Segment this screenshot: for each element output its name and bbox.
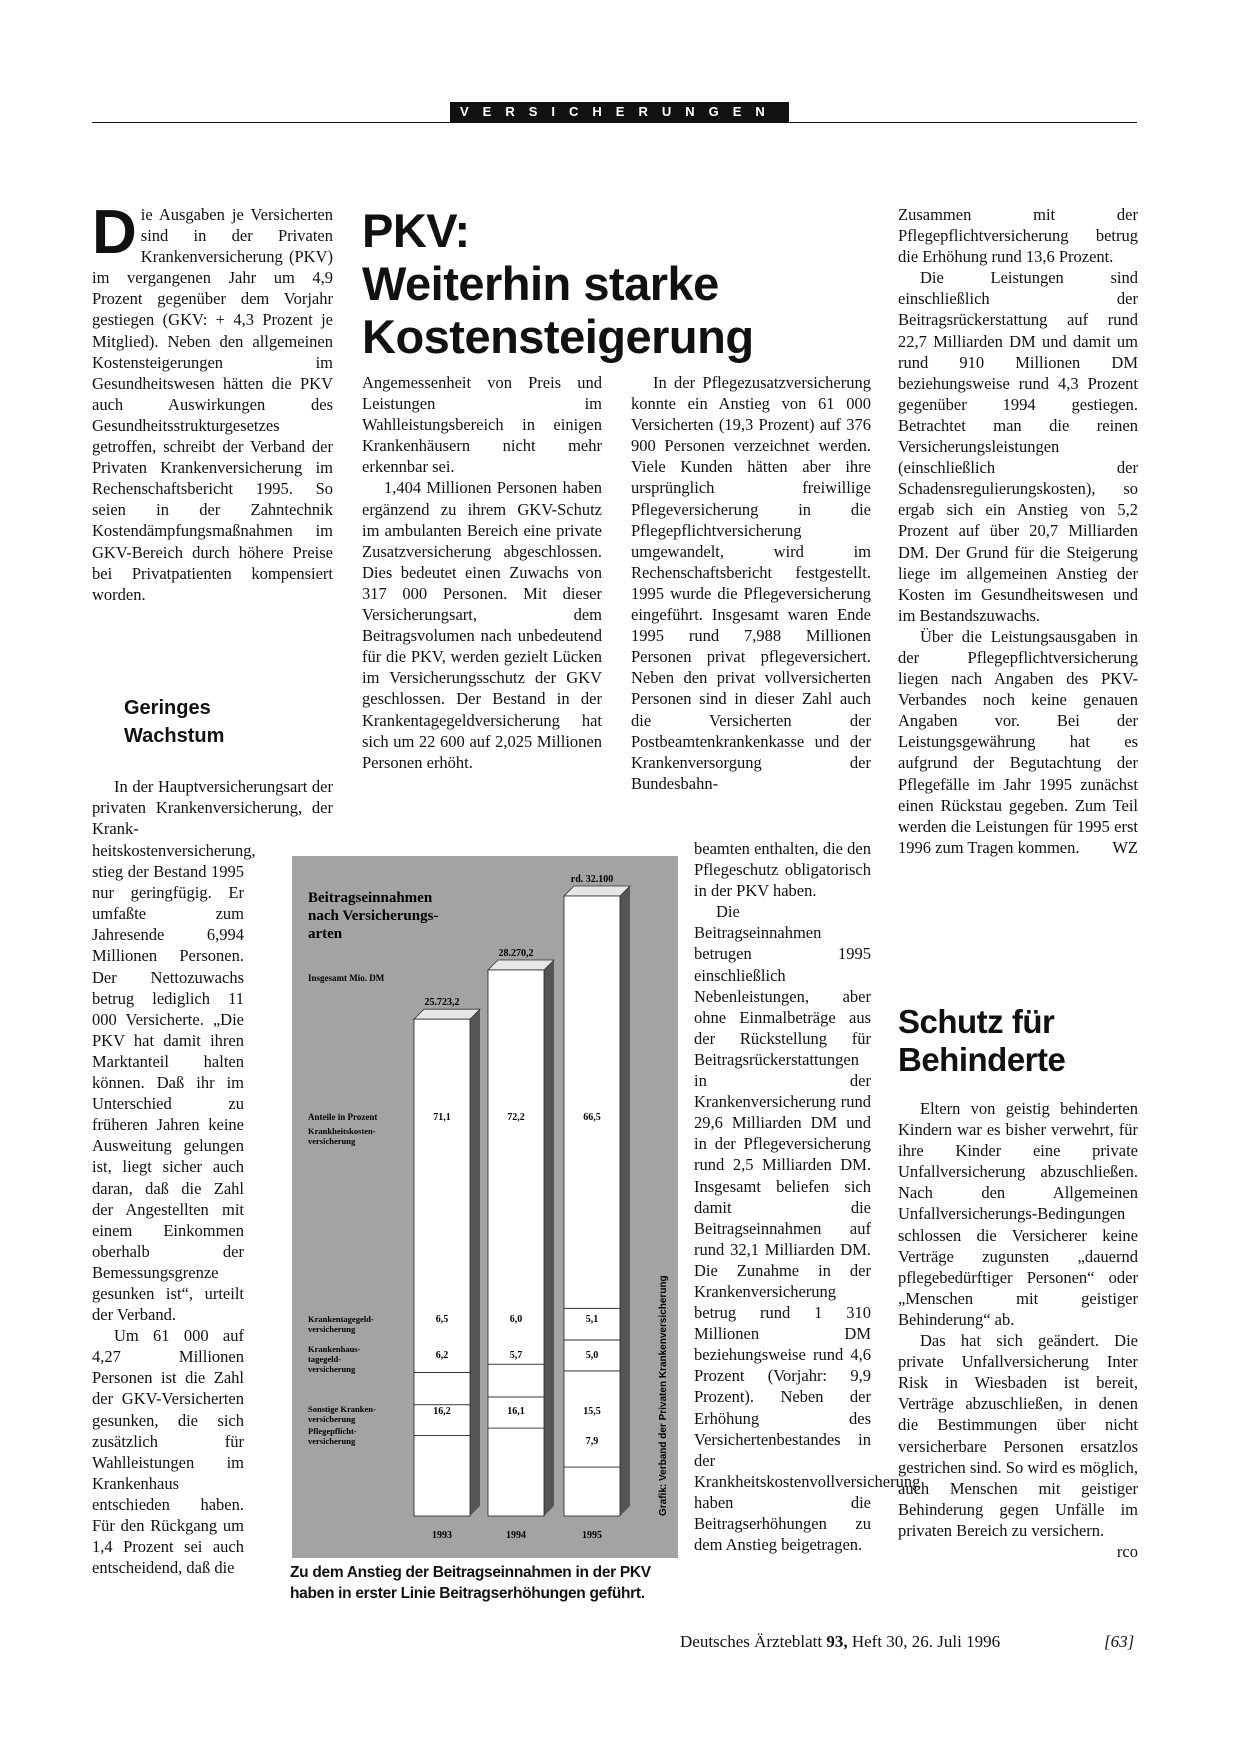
drop-cap: D bbox=[92, 198, 137, 267]
total-axis-label: Insgesamt Mio. DM bbox=[308, 973, 385, 983]
segment-value-label: 72,2 bbox=[507, 1112, 525, 1123]
footer-citation: Deutsches Ärzteblatt 93, Heft 30, 26. Juli 1996 bbox=[680, 1632, 1001, 1651]
x-tick-label: 1994 bbox=[506, 1530, 526, 1541]
paragraph: Das hat sich geändert. Die private Unfallversicherung Inter Risk in Wiesbaden ist bereit, Verträge abzuschließen, in denen die Bestimmungen über nicht versicherbare Personen ersatzlos gestrichen sind. So wird es möglich, auch Menschen mit geistiger Behinderung gegen Unfälle im privaten Bereich zu versichern. rco bbox=[898, 1331, 1138, 1561]
article-column-3-part-2 bbox=[694, 838, 921, 1555]
subheading-geringes-wachstum: Geringes Wachstum bbox=[124, 697, 225, 747]
segment-value-label: 6,5 bbox=[435, 1314, 449, 1325]
intro-paragraph: Die Ausgaben je Versicherten sind in der Privaten Krankenversicherung (PKV) im vergangenen Jahr um 4,9 Prozent gegenüber dem Vorjahr gestiegen (GKV: + 4,3 Prozent je Mitglied). Neben den allgemeinen Kostensteigerungen im Gesundheitswesen hätten die PKV auch Auswirkungen des Gesundheitsstrukturgesetzes getroffen, schreibt der Verband der Privaten Krankenversicherung im Rechenschaftsbericht 1995. So seien in der Zahntechnik Kostendämpfungsmaßnahmen im GKV-Bereich durch höhere Preise bei Privatpatienten kompensiert worden. bbox=[92, 198, 333, 604]
segment-value-label: 16,2 bbox=[433, 1406, 451, 1417]
paragraph: heitskostenversicherung, stieg der Bestand 1995 nur geringfügig. Er umfaßte zum Jahresende 6,994 Millionen Personen. Der Nettozuwachs betrug lediglich 11 000 Versicherte. „Die PKV hat damit ihren Marktanteil halten können. Daß ihr im Unterschied zu früheren Jahren keine Ausweitung gelungen ist, liegt sicher auch daran, daß die Zahl der Angestellten mit einem Einkommen oberhalb der Bemessungsgrenze gesunken ist“, urteilt der Verband. bbox=[92, 841, 256, 1325]
paragraph: Über die Leistungsausgaben in der Pflegepflichtversicherung liegen nach Angaben des PKV-Verbandes noch keine genauen Angaben vor. Bei der Leistungsgewährung hat es aufgrund der Begutachtung der Pflegefälle im Jahr 1995 zunächst einen Rückstau gegeben. Zum Teil werden die Leistungen für 1995 erst 1996 zum Tragen kommen. WZ bbox=[898, 626, 1138, 857]
paragraph: Angemessenheit von Preis und Leistungen im Wahlleistungsbereich in einigen Krankenhäusern nicht mehr erkennbar sei. bbox=[362, 373, 602, 477]
author-signature: WZ bbox=[1112, 837, 1138, 857]
headline-line: Weiterhin starke bbox=[362, 257, 719, 310]
segment-value-label: 5,7 bbox=[509, 1350, 523, 1361]
chart-title: Beitragseinnahmen nach Versicherungs-arten bbox=[308, 890, 439, 942]
segment-value-label: 6,2 bbox=[435, 1350, 449, 1361]
bar-segment bbox=[488, 1364, 544, 1397]
article-column-2 bbox=[362, 372, 602, 773]
header-rule bbox=[92, 122, 1137, 123]
article-column-3 bbox=[631, 372, 871, 794]
article-column-1-part-3 bbox=[92, 840, 256, 1578]
article-column-4-part-2 bbox=[898, 1098, 1138, 1562]
chart-svg bbox=[292, 856, 678, 1558]
bar-side bbox=[544, 960, 554, 1516]
bar-top bbox=[414, 1009, 480, 1019]
segment-value-label: 15,5 bbox=[583, 1406, 601, 1417]
bar-total-label: rd. 32.100 bbox=[570, 874, 614, 885]
segment-legend-label: Pflegepflicht-versicherung bbox=[308, 1426, 357, 1446]
page-number: [63] bbox=[1104, 1632, 1135, 1651]
bar-segment bbox=[564, 1371, 620, 1467]
bar-segment bbox=[414, 1436, 470, 1516]
paragraph: In der Pflegezusatzversicherung konnte ein Anstieg von 61 000 Versicherten (19,3 Prozent) auf 376 900 Personen verzeichnet werden. Viele Kunden hätten aber ihre ursprünglich freiwillige Pflegeversicherung in die Pflegepflichtversicherung umgewandelt, wird im Rechenschaftsbericht festgestellt. 1995 wurde die Pflegeversicherung eingeführt. Insgesamt waren Ende 1995 rund 7,988 Millionen Personen privat pflegeversichert. Neben den privat vollversicherten Personen sind in dieser Zahl auch die Versicherten der Postbeamtenkrankenkasse und der Krankenversorgung der Bundesbahn- bbox=[631, 373, 871, 793]
bar-segment bbox=[564, 896, 620, 1308]
bar-segment bbox=[488, 970, 544, 1364]
headline-line: PKV: bbox=[362, 204, 470, 257]
segment-legend-label: Krankheitskosten-versicherung bbox=[308, 1126, 376, 1146]
segment-legend-label: Krankenhaus-tagegeld-versicherung bbox=[308, 1344, 361, 1374]
chart-caption: Zu dem Anstieg der Beitragseinnahmen in der PKV haben in erster Linie Beitragserhöhungen geführt. bbox=[290, 1564, 651, 1602]
segment-value-label: 5,0 bbox=[585, 1350, 599, 1361]
bar-top bbox=[564, 886, 630, 896]
x-tick-label: 1993 bbox=[432, 1530, 452, 1541]
segment-value-label: 66,5 bbox=[583, 1112, 601, 1123]
bar-total-label: 25.723,2 bbox=[424, 997, 460, 1009]
bar-side bbox=[620, 886, 630, 1516]
segment-value-label: 71,1 bbox=[433, 1112, 451, 1123]
headline bbox=[362, 204, 822, 363]
segment-value-label: 7,9 bbox=[585, 1436, 599, 1447]
segment-legend-label: Sonstige Kranken-versicherung bbox=[308, 1404, 376, 1424]
author-signature: rco bbox=[1116, 1541, 1138, 1561]
bar-segment bbox=[564, 1467, 620, 1516]
share-axis-label: Anteile in Prozent bbox=[308, 1112, 378, 1122]
paragraph: beamten enthalten, die den Pflegeschutz obligatorisch in der PKV haben. bbox=[694, 839, 871, 901]
article-column-4 bbox=[898, 204, 1138, 858]
segment-value-label: 16,1 bbox=[507, 1406, 525, 1417]
bar-segment bbox=[414, 1372, 470, 1404]
article-column-1-part-2 bbox=[92, 776, 333, 839]
bar-top bbox=[488, 960, 554, 970]
segment-value-label: 5,1 bbox=[585, 1314, 599, 1325]
paragraph: In der Hauptversicherungsart der privaten Krankenversicherung, der Krank- bbox=[92, 777, 333, 839]
segment-legend-label: Krankentagegeld-versicherung bbox=[308, 1314, 374, 1334]
x-tick-label: 1995 bbox=[582, 1530, 602, 1541]
paragraph: Zusammen mit der Pflegepflichtversicherung betrug die Erhöhung rund 13,6 Prozent. bbox=[898, 205, 1138, 267]
segment-value-label: 6,0 bbox=[509, 1314, 523, 1325]
section-label: VERSICHERUNGEN bbox=[450, 102, 789, 122]
bar-segment bbox=[488, 1428, 544, 1516]
paragraph: Die Leistungen sind einschließlich der Beitragsrückerstattung auf rund 22,7 Milliarden DM und damit um rund 910 Millionen DM beziehungsweise rund 4,3 Prozent gegenüber 1994 gestiegen. Betrachtet man die reinen Versicherungsleistungen (einschließlich der Schadensregulierungskosten), so ergab sich ein Anstieg von 5,2 Prozent auf über 20,7 Milliarden DM. Der Grund für die Steigerung liege im allgemeinen Anstieg der Kosten im Gesundheitswesen und im Bestandszuwachs. bbox=[898, 268, 1138, 625]
paragraph: 1,404 Millionen Personen haben ergänzend zu ihrem GKV-Schutz im ambulanten Bereich eine private Zusatzversicherung abgeschlossen. Dies bedeutet einen Zuwachs von 317 000 Personen. Mit dieser Versicherungsart, dem Beitragsvolumen nach unbedeutend für die PKV, werden gezielt Lücken im Versicherungsschutz der GKV geschlossen. Der Bestand in der Krankentagegeldversicherung hat sich um 22 600 auf 2,025 Millionen Personen erhöht. bbox=[362, 478, 602, 772]
headline-line: Kostensteigerung bbox=[362, 310, 754, 363]
paragraph: Um 61 000 auf 4,27 Millionen Personen ist die Zahl der GKV-Versicherten gesunken, die sich zusätzlich für Wahlleistungen im Krankenhaus entschieden haben. Für den Rückgang um 1,4 Prozent sei auch entscheidend, daß die bbox=[92, 1326, 244, 1578]
paragraph: Die Beitragseinnahmen betrugen 1995 einschließlich Nebenleistungen, aber ohne Einmalbeträge aus der Rückstellung für Beitragsrückerstattungen in der Krankenversicherung rund 29,6 Milliarden DM und in der Pflegeversicherung rund 2,5 Milliarden DM. Insgesamt beliefen sich damit die Beitragseinnahmen auf rund 32,1 Milliarden DM. Die Zunahme in der Krankenversicherung betrug rund 1 310 Millionen DM beziehungsweise rund 4,6 Prozent (Vorjahr: 9,9 Prozent). Neben der Erhöhung des Versichertenbestandes in der Krankheitskostenvollversicherung haben die Beitragserhöhungen zu dem Anstieg beigetragen. bbox=[694, 902, 921, 1555]
paragraph: Eltern von geistig behinderten Kindern war es bisher verwehrt, für ihre Kinder eine private Unfallversicherung abzuschließen. Nach den Allgemeinen Unfallversicherungs-Bedingungen schlossen die Versicherer keine Verträge zugunsten „dauernd pflegebedürftiger Personen“ oder „Menschen mit geistiger Behinderung“ ab. bbox=[898, 1099, 1138, 1329]
bar-side bbox=[470, 1009, 480, 1516]
article-column-1 bbox=[92, 198, 333, 605]
subheading-schutz-fuer-behinderte: Schutz für Behinderte bbox=[898, 1003, 1066, 1078]
bar-total-label: 28.270,2 bbox=[498, 947, 534, 959]
chart-beitragseinnahmen bbox=[292, 856, 678, 1558]
chart-source: Grafik: Verband der Privaten Krankenversicherung bbox=[658, 1275, 669, 1516]
